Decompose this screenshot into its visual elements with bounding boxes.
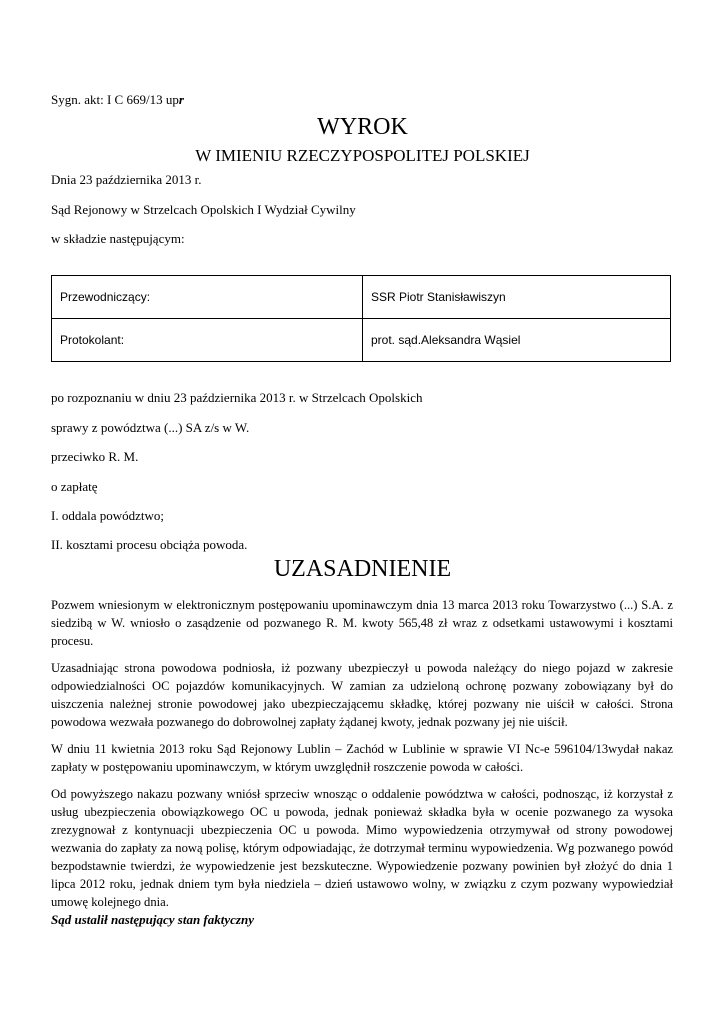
claim-line: sprawy z powództwa (...) SA z/s w W. <box>51 420 250 435</box>
judgment-title: WYROK <box>317 114 408 140</box>
defendant-line: przeciwko R. M. <box>51 449 139 464</box>
justification-paragraph-3: W dniu 11 kwietnia 2013 roku Sąd Rejonowy Lublin – Zachód w Lublinie w sprawie VI Nc-e 596104/13wydał nakaz zapłaty w postępowaniu upominawczym, w którym uwzględnił roszczenie powoda w całości. <box>51 742 673 774</box>
case-number-suffix: r <box>178 92 184 107</box>
judgment-subtitle: W IMIENIU RZECZYPOSPOLITEJ POLSKIEJ <box>195 146 530 165</box>
case-number-text: Sygn. akt: I C 669/13 up <box>51 92 179 107</box>
court-panel-table <box>51 275 671 362</box>
panel-role-cell: Protokolant: <box>52 319 363 362</box>
table-row <box>52 276 671 319</box>
court-name: Sąd Rejonowy w Strzelcach Opolskich I Wydział Cywilny <box>51 202 356 217</box>
ruling-point-1: I. oddala powództwo; <box>51 508 165 523</box>
justification-paragraph-2: Uzasadniając strona powodowa podniosła, iż pozwany ubezpieczył u powoda należący do niego pojazd w zakresie odpowiedzialności OC pojazdów komunikacyjnych. W zamian za udzieloną ochronę pozwany zobowiązany był do uiszczenia należnej stronie powodowej jako ubezpieczającemu składkę, której pozwany nie uiścił w całości. Strona powodowa wezwała pozwanego do dobrowolnej zapłaty żądanej kwoty, jednak pozwany jej nie uiścił. <box>51 661 673 729</box>
justification-paragraph-1: Pozwem wniesionym w elektronicznym postępowaniu upominawczym dnia 13 marca 2013 roku Towarzystwo (...) S.A. z siedzibą w W. wniosło o zasądzenie od pozwanego R. M. kwoty 565,48 zł wraz z odsetkami ustawowymi i kosztami procesu. <box>51 598 673 648</box>
table-row <box>52 319 671 362</box>
panel-role-cell: Przewodniczący: <box>52 276 363 319</box>
composition-label: w składzie następującym: <box>51 231 185 246</box>
justification-title: UZASADNIENIE <box>273 556 452 582</box>
case-number <box>51 92 184 108</box>
facts-heading: Sąd ustalił następujący stan faktyczny <box>51 912 254 927</box>
subject-line: o zapłatę <box>51 479 98 494</box>
ruling-point-2: II. kosztami procesu obciąża powoda. <box>51 537 248 552</box>
justification-paragraph-4: Od powyższego nakazu pozwany wniósł sprzeciw wnosząc o oddalenie powództwa w całości, podnosząc, iż korzystał z usług ubezpieczenia obowiązkowego OC u powoda, jednak ponieważ składka była w ocenie pozwanego za wysoka zrezygnował z kontynuacji ubezpieczenia OC u powoda. Mimo wypowiedzenia otrzymywał od strony powodowej wezwania do zapłaty za nową polisę, którym odpowiadając, że dotrzymał terminu wypowiedzenia. Wg pozwanego powód bezpodstawnie twierdzi, że wypowiedzenie jest bezskuteczne. Wypowiedzenie pozwany powinien był złożyć do dnia 1 lipca 2012 roku, jednak dniem tym była niedziela – dzień ustawowo wolny, w związku z czym pozwany wypowiedział umowę kolejnego dnia. <box>51 787 673 909</box>
panel-name-cell: SSR Piotr Stanisławiszyn <box>363 276 671 319</box>
hearing-line: po rozpoznaniu w dniu 23 października 2013 r. w Strzelcach Opolskich <box>51 390 423 405</box>
panel-name-cell: prot. sąd.Aleksandra Wąsiel <box>363 319 671 362</box>
judgment-date: Dnia 23 października 2013 r. <box>51 172 202 187</box>
